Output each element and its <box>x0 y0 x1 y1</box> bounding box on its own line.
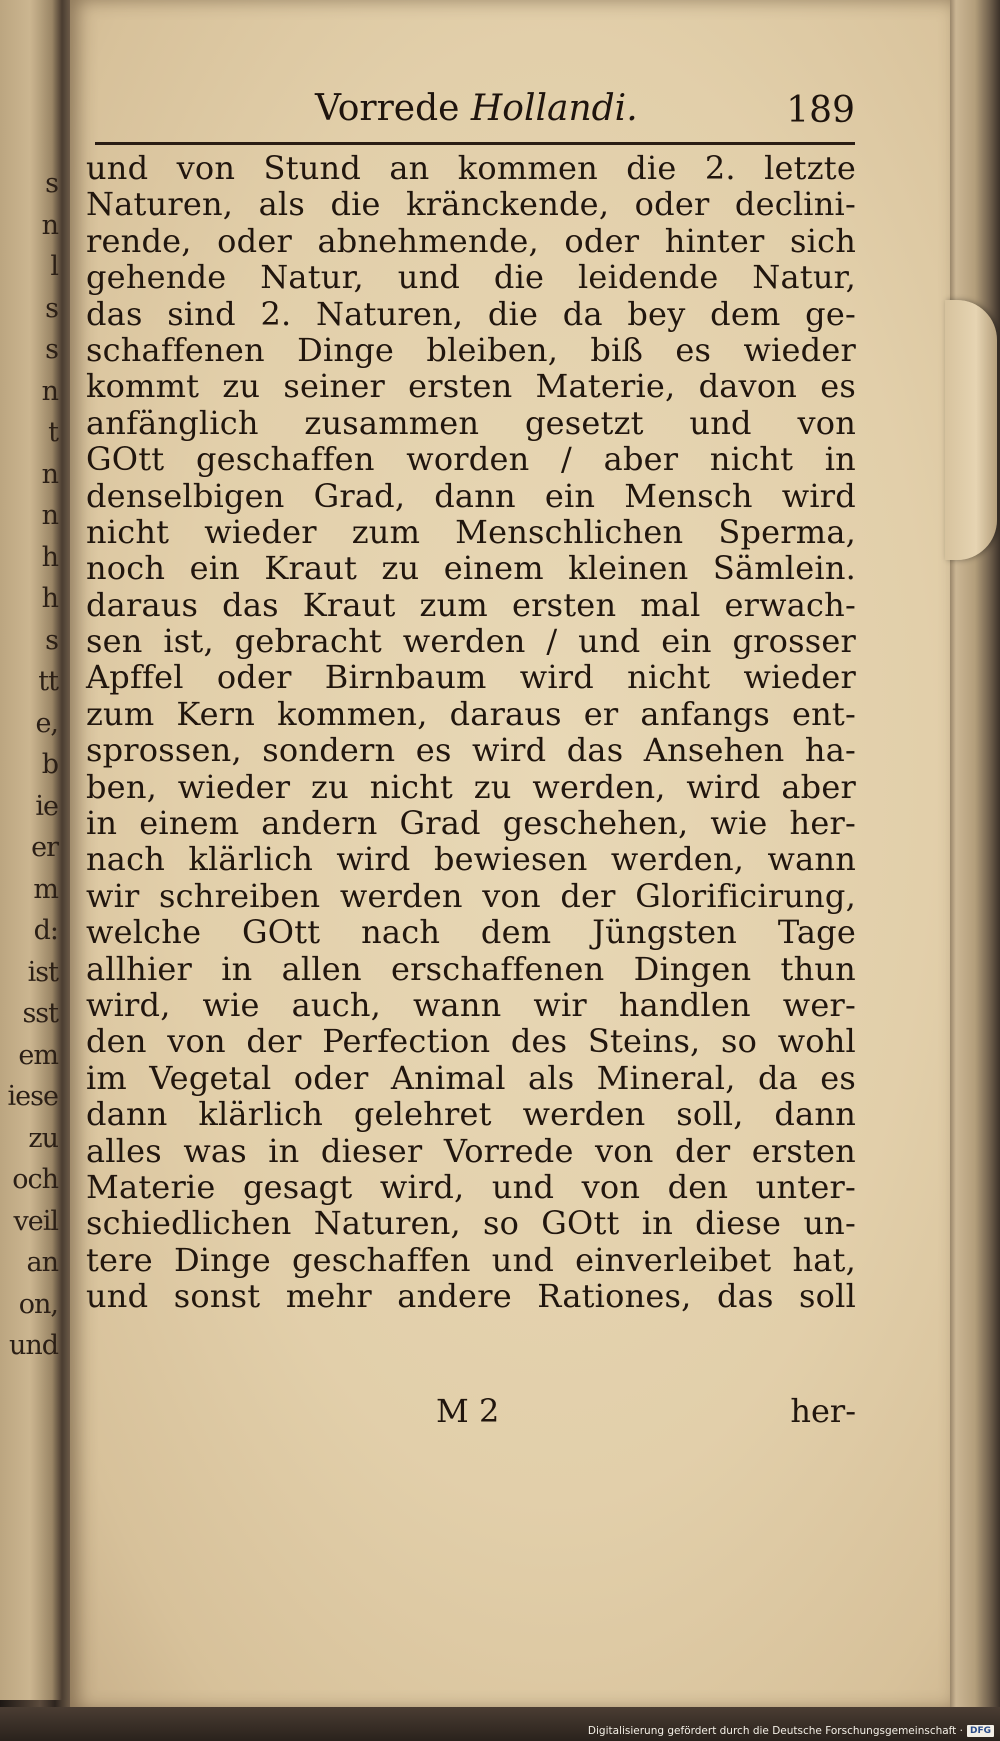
text-line: zum Kern kommen, daraus er anfangs ent- <box>86 694 856 733</box>
running-head-italic: Hollandi. <box>470 88 638 129</box>
facing-page-fragment: t <box>48 417 58 448</box>
digitization-credit <box>588 1725 994 1737</box>
text-line: anfänglich zusammen gesetzt und von <box>86 403 856 442</box>
facing-page-fragment: s <box>45 334 58 365</box>
text-line: schaffenen Dinge bleiben, biß es wieder <box>86 330 856 369</box>
text-line: rende, oder abnehmende, oder hinter sich <box>86 221 856 260</box>
text-line: gehende Natur, und die leidende Natur, <box>86 258 856 297</box>
text-line: sen ist, gebracht werden / und ein grosser <box>86 622 856 661</box>
facing-page-fragment: und <box>8 1330 58 1361</box>
credit-text: Digitalisierung gefördert durch die Deutsche Forschungsgemeinschaft · <box>587 1725 963 1737</box>
text-line: kommt zu seiner ersten Materie, davon es <box>86 367 856 406</box>
facing-page-fragment: an <box>26 1247 58 1278</box>
text-line: sprossen, sondern es wird das Ansehen ha- <box>86 731 856 770</box>
page-footer <box>86 1392 856 1432</box>
facing-page-fragment: em <box>18 1039 58 1071</box>
catchword: her- <box>790 1392 856 1430</box>
text-line: Materie gesagt wird, und von den unter- <box>86 1167 856 1206</box>
facing-page-fragment: tt <box>38 666 58 697</box>
text-line: allhier in allen erschaffenen Dingen thun <box>86 949 856 988</box>
text-line: schiedlichen Naturen, so GOtt in diese un- <box>86 1204 856 1243</box>
dfg-logo: DFG <box>967 1725 994 1737</box>
facing-page-fragment: n <box>41 458 58 490</box>
text-line: dann klärlich gelehret werden soll, dann <box>86 1095 856 1134</box>
page-number: 189 <box>786 90 855 131</box>
facing-page-fragment: b <box>41 749 58 780</box>
facing-page-fragment: n <box>41 500 58 531</box>
facing-page-fragment: s <box>45 168 58 199</box>
facing-page-fragment: h <box>41 541 58 573</box>
text-line: den von der Perfection des Steins, so wohl <box>86 1022 856 1061</box>
text-line: Apffel oder Birnbaum wird nicht wieder <box>86 658 856 697</box>
facing-page-fragment: er <box>31 832 58 863</box>
text-line: noch ein Kraut zu einem kleinen Sämlein. <box>86 549 856 588</box>
facing-page-fragment: on, <box>18 1288 58 1320</box>
body-text <box>86 150 856 1315</box>
facing-page-fragment: zu <box>28 1122 58 1154</box>
facing-page-fragment: iese <box>7 1081 58 1112</box>
text-line: denselbigen Grad, dann ein Mensch wird <box>86 476 856 515</box>
facing-page-fragment: veil <box>13 1205 58 1237</box>
text-line: tere Dinge geschaffen und einverleibet hat, <box>86 1240 856 1279</box>
running-head-roman: Vorrede <box>315 88 471 129</box>
facing-page-fragment: s <box>45 624 58 656</box>
header-rule <box>95 142 855 145</box>
text-line: alles was in dieser Vorrede von der ersten <box>86 1131 856 1170</box>
text-line: das sind 2. Naturen, die da bey dem ge- <box>86 294 856 333</box>
facing-page-fragment: ist <box>27 956 58 988</box>
text-line: wir schreiben werden von der Glorificirung, <box>86 876 856 915</box>
signature-mark: M 2 <box>436 1392 500 1430</box>
text-line: GOtt geschaffen worden / aber nicht in <box>86 440 856 479</box>
running-head <box>315 88 638 129</box>
facing-page-fragment: ie <box>35 790 58 822</box>
text-line: nach klärlich wird bewiesen werden, wann <box>86 840 856 879</box>
text-line: und sonst mehr andere Rationes, das soll <box>86 1277 856 1316</box>
facing-page-fragment: e, <box>35 707 58 739</box>
text-line: Naturen, als die kränckende, oder declini- <box>86 185 856 224</box>
text-line: und von Stund an kommen die 2. letzte <box>86 149 856 187</box>
facing-page-fragment: n <box>41 209 58 241</box>
facing-page-fragment: l <box>50 251 58 282</box>
facing-page-fragment: s <box>45 292 58 324</box>
text-line: welche GOtt nach dem Jüngsten Tage <box>86 913 856 952</box>
text-line: nicht wieder zum Menschlichen Sperma, <box>86 512 856 551</box>
text-line: im Vegetal oder Animal als Mineral, da es <box>86 1058 856 1097</box>
text-line: in einem andern Grad geschehen, wie her- <box>86 804 856 843</box>
facing-page-fragment: d: <box>33 915 58 946</box>
facing-page-fragment: sst <box>22 998 58 1029</box>
facing-page-fragment: h <box>41 583 58 614</box>
text-line: wird, wie auch, wann wir handlen wer- <box>86 985 856 1024</box>
text-line: ben, wieder zu nicht zu werden, wird aber <box>86 767 856 806</box>
facing-page-fragment: och <box>12 1164 58 1195</box>
page-edge-tab <box>945 300 997 560</box>
page-header <box>90 88 860 138</box>
facing-page-fragment: n <box>41 375 58 407</box>
facing-page-fragment: m <box>33 873 58 905</box>
text-line: daraus das Kraut zum ersten mal erwach- <box>86 585 856 624</box>
